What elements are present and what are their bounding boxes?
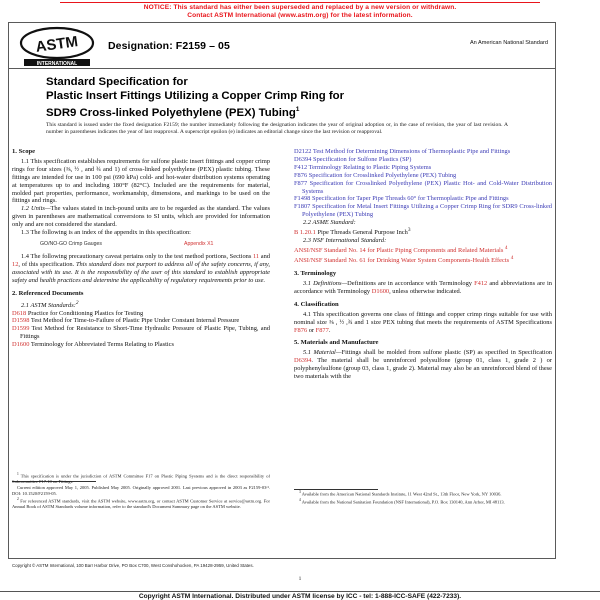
paragraph-1-4-a: 1.4 The following precautionary caveat pertains only to the test method portions, Sections: [21, 252, 253, 260]
svg-text:ASTM: ASTM: [34, 33, 80, 56]
footnotes-right: [294, 490, 552, 505]
subheading-nsf-standard: [294, 237, 552, 245]
reference-title: Test Method for Time-to-Failure of Plastic Pipe Under Constant Internal Pressure: [30, 317, 240, 325]
svg-text:INTERNATIONAL: INTERNATIONAL: [36, 61, 78, 67]
astm-logo: [18, 26, 96, 68]
designation-text: Designation: F2159 – 05: [108, 40, 230, 52]
astm-standards-label: 2.1 ASTM Standards:: [21, 301, 76, 309]
copyright-line: Copyright © ASTM International, 100 Barr Harbor Drive, PO Box C700, West Conshohocken, PA 19428-2959, United States.: [12, 563, 254, 568]
asme-standard-label: 2.2 ASME Standard:: [303, 219, 356, 227]
paragraph-5-1-label: 5.1 Material—: [303, 349, 342, 357]
asme-reference-id[interactable]: B 1.20.1: [294, 229, 316, 237]
reference-id[interactable]: D1600: [12, 341, 30, 349]
reference-id[interactable]: F876: [294, 171, 308, 179]
reference-title: Specification for Crosslinked Polyethylene (PEX) Plastic Hot- and Cold-Water Distribution Systems: [302, 179, 552, 195]
nsf-reference-title: for Drinking Water System Components-Health Effects: [367, 257, 510, 265]
reference-title: Specification for Taper Pipe Threads 60° for Thermoplastic Pipe and Fittings: [311, 195, 509, 203]
paragraph-4-1-c: .: [328, 326, 331, 334]
terminology-ref-f412[interactable]: F412: [474, 279, 488, 287]
page-number: 1: [298, 576, 302, 582]
heading-classification: 4. Classification: [294, 300, 339, 308]
document-title: [46, 76, 516, 121]
footnote-item: [12, 497, 270, 510]
materials-ref-d6394[interactable]: D6394: [294, 357, 312, 365]
withdrawal-notice: [60, 2, 540, 20]
paragraph-5-1-b: . The material shall be unreinforced polysulfone (group 01, class 1, grade 2 ) or polyphenylsulfone (group 03, class 1, grade 2). Material may also be an unreinforced blend of these two materials with the: [294, 357, 552, 381]
asme-footnote-marker: 3: [407, 227, 411, 234]
nsf-reference-item: [294, 255, 552, 265]
body-columns: [12, 148, 552, 478]
paragraph-4-1-a: 4.1 This specification governs one class of fittings and copper crimp rings suitable for use with nominal size ⅜ , ½ ,¾ and 1 size PEX tubing that meets the requirements of ASTM Specifications: [294, 310, 552, 326]
paragraph-1-2-label: 1.2 Units—: [21, 205, 51, 213]
paragraph-1-1: 1.1 This specification establishes requirements for sulfone plastic insert fittings and copper crimp rings for four sizes (⅜, ½ , and ¾ and 1) of cross-linked polyethylene (PEX) plastic tubing. These fittings are intended for use in 100 psi (690 kPa) cold- and hot-water distribution systems operating at temperatures up to and including 180°F (82°C). Included are the requirements for material, molded part properties, performance, workmanship, dimensions, and markings to be used on the fittings and rings.: [12, 157, 270, 205]
reference-item: [12, 310, 270, 318]
paragraph-3-1-a: Definitions are in accordance with Terminology: [347, 279, 475, 287]
reference-id[interactable]: F1498: [294, 195, 311, 203]
footnote-text: This specification is under the jurisdiction of ASTM Committee F17 on Plastic Piping Systems and is the direct responsibility of Subcommittee F17.10 on Fittings.: [12, 473, 270, 485]
ansi-note: An American National Standard: [469, 40, 548, 46]
reference-title: Specification for Crosslinked Polyethylene (PEX) Tubing: [308, 171, 457, 179]
title-footnote-marker: 1: [295, 106, 300, 114]
reference-item: [294, 180, 552, 196]
paragraph-4-1-b: or: [307, 326, 316, 334]
nsf-reference-id[interactable]: ANSI/NSF Standard No. 61: [294, 257, 366, 265]
reference-item: [12, 341, 270, 349]
nsf-reference-id[interactable]: ANSI/NSF Standard No. 14: [294, 247, 366, 255]
reference-item: [294, 148, 552, 156]
footnote-item: [294, 490, 552, 497]
terminology-ref-d1600[interactable]: D1600: [371, 287, 390, 295]
paragraph-3-1-label: 3.1 Definitions—: [303, 279, 348, 287]
asme-reference-title: Pipe Threads General Purpose Inch: [317, 229, 408, 237]
paragraph-1-4-caveat: This standard does not purport to address all of the safety concerns, if any, associated with its use. It is the responsibility of the user of this standard to establish appropriate safety and health practices and determine the applicability of regulatory requirements prior to use.: [12, 260, 270, 284]
reference-title: Test Method for Resistance to Short-Time Hydraulic Pressure of Plastic Pipe, Tubing, and Fittings: [20, 325, 271, 341]
paragraph-1-2: [12, 205, 270, 229]
heading-terminology: 3. Terminology: [294, 270, 337, 278]
reference-id[interactable]: D6394: [294, 155, 312, 163]
reference-item: [294, 195, 552, 203]
footnote-marker: 3: [299, 490, 301, 494]
notice-line-2: Contact ASTM International (www.astm.org) for the latest information.: [187, 12, 413, 20]
footnote-item: [294, 498, 552, 505]
reference-id[interactable]: D618: [12, 309, 27, 317]
right-column: [294, 148, 552, 381]
footnotes-left: [12, 472, 270, 510]
title-line-3-text: SDR9 Cross-linked Polyethylene (PEX) Tubing: [46, 106, 296, 119]
title-line-3: [46, 103, 516, 120]
footnote-item: [12, 472, 270, 485]
paragraph-5-1: [294, 349, 552, 381]
masthead: [10, 24, 554, 68]
reference-id[interactable]: F412: [294, 163, 308, 171]
nsf-reference-title: for Plastic Piping Components and Related Materials: [367, 247, 504, 255]
classification-ref-f876[interactable]: F876: [294, 326, 308, 334]
paragraph-3-1: [294, 280, 552, 296]
reference-item: [294, 164, 552, 172]
subheading-asme-standard: [294, 219, 552, 227]
paragraph-1-2-text: The values stated in inch-pound units are to be regarded as the standard. The values given in parentheses are mathematical conversions to SI units, which are provided for information only and are not considered the standard.: [12, 205, 270, 229]
nsf-footnote-marker: 4: [510, 255, 514, 262]
reference-id[interactable]: D1599: [12, 325, 30, 333]
reference-title: Terminology for Abbreviated Terms Relating to Plastics: [30, 341, 174, 349]
paragraph-1-3: 1.3 The following is an index of the appendix in this specification:: [21, 229, 191, 237]
footnote-text: Current edition approved May 1, 2005. Published May 2005. Originally approved 2001. Last previous approved in 2003 as F2159-03ᵉ¹. DOI: 10.1520/F2159-05.: [12, 485, 270, 496]
reference-title: Specification for Sulfone Plastics (SP): [313, 155, 412, 163]
masthead-divider: [9, 68, 555, 69]
paragraph-1-4-c: , of this specification.: [18, 260, 76, 268]
paragraph-3-1-c: , unless otherwise indicated.: [389, 287, 462, 295]
license-bar: Copyright ASTM International. Distributed under ASTM license by ICC - tel: 1-888-ICC-SAFE (422-7233).: [0, 591, 600, 600]
footnotes: [12, 472, 552, 544]
title-line-2: Plastic Insert Fittings Utilizing a Copper Crimp Ring for: [46, 89, 345, 102]
paragraph-5-1-a: Fittings shall be molded from sulfone plastic (SP) as specified in Specification: [341, 349, 552, 357]
nsf-footnote-marker: 4: [504, 245, 508, 251]
title-line-1: Standard Specification for: [46, 76, 188, 88]
appendix-index-label: GO/NO-GO Crimp Gauges: [40, 240, 102, 247]
reference-id[interactable]: D1598: [12, 317, 30, 325]
reference-title: Test Method for Determining Dimensions of Thermoplastic Pipe and Fittings: [312, 148, 511, 155]
section-ref-11[interactable]: 11: [252, 252, 260, 260]
reference-id[interactable]: D2122: [294, 148, 312, 155]
heading-referenced-documents: 2. Referenced Documents: [12, 289, 84, 297]
notice-line-1: NOTICE: This standard has either been superseded and replaced by a new version or withdrawn.: [60, 2, 540, 12]
reference-item: [12, 317, 270, 325]
nsf-reference-item: [294, 245, 552, 255]
subheading-astm-standards: [12, 300, 270, 310]
footnote-marker: 1: [17, 472, 19, 476]
footnote-text: Available from the National Sanitation Foundation (NSF International), P.O. Box 130140, Ann Arbor, MI 48113.: [301, 499, 505, 505]
heading-materials-manufacture: 5. Materials and Manufacture: [294, 339, 379, 347]
reference-item: [294, 156, 552, 164]
reference-item: [294, 203, 552, 219]
footnote-item: [12, 485, 270, 496]
paragraph-3-1-b: and abbreviations are in accordance with Terminology: [294, 279, 552, 295]
asme-reference-item: [294, 227, 552, 237]
nsf-standard-label: 2.3 NSF International Standard:: [303, 237, 387, 245]
classification-ref-f877[interactable]: F877: [315, 326, 329, 334]
reference-item: [12, 325, 270, 341]
astm-standards-footnote-marker: 2: [75, 299, 79, 306]
left-column: [12, 148, 270, 349]
section-ref-12[interactable]: 12: [12, 260, 19, 268]
reference-id[interactable]: F877: [294, 179, 308, 187]
reference-title: Terminology Relating to Plastic Piping Systems: [308, 163, 432, 171]
reference-id[interactable]: F1807: [294, 203, 311, 211]
paragraph-1-4: [12, 253, 270, 285]
reference-title: Practice for Conditioning Plastics for Testing: [27, 309, 144, 317]
footnote-marker: 4: [299, 497, 301, 502]
reference-title: Specification for Metal Insert Fittings Utilizing a Copper Crimp Ring for SDR9 Cross-linked Polyethylene (PEX) Tubing: [302, 203, 552, 219]
footnote-text: For referenced ASTM standards, visit the ASTM website, www.astm.org, or contact ASTM Customer Service at service@astm.org. For Annual Book of ASTM Standards volume information, refer to the standard's Document Summary page on the ASTM website.: [12, 498, 270, 509]
footnote-marker: 2: [17, 496, 19, 501]
paragraph-4-1: [294, 311, 552, 335]
appendix-index-row: [12, 241, 270, 250]
standard-preamble: This standard is issued under the fixed designation F2159; the number immediately following the designation indicates the year of original adoption or, in the case of revision, the year of last revision. A number in parentheses indicates the year of last reapproval. A superscript epsilon (e) indicates an editorial change since the last revision or reapproval.: [46, 122, 508, 135]
paragraph-1-4-b: and: [259, 252, 270, 260]
heading-scope: 1. Scope: [12, 148, 36, 155]
reference-item: [294, 172, 552, 180]
footnote-text: Available from the American National Standards Institute, 11 West 42nd St., 13th Floor, New York, NY 10036.: [301, 491, 502, 497]
appendix-index-value[interactable]: Appendix X1: [184, 240, 214, 247]
